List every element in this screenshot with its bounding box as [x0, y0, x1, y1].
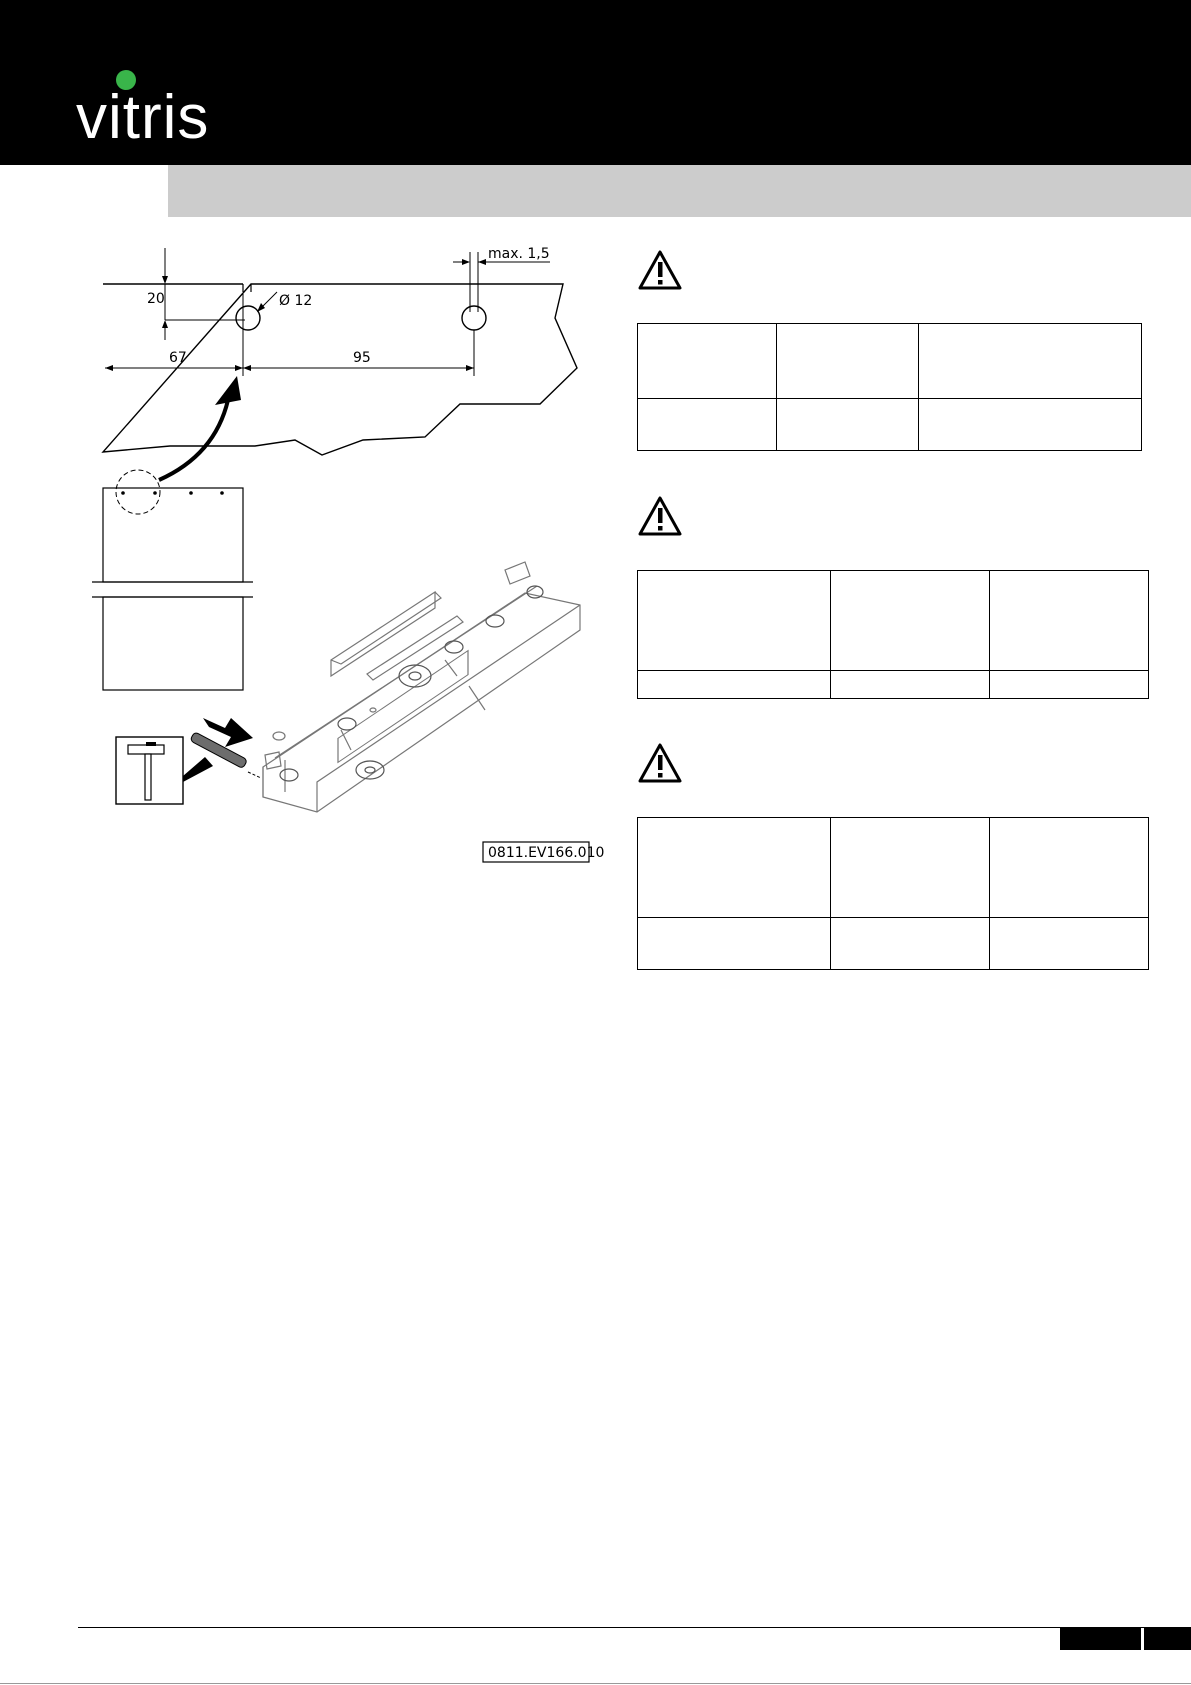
title-band: [168, 165, 1191, 217]
spec-table-2: [637, 570, 1149, 699]
footer-page-block: [1060, 1628, 1141, 1650]
hammer-icon: [116, 737, 183, 804]
page-bottom-edge: [0, 1683, 1191, 1684]
table-row: [638, 399, 1142, 451]
door-lower: [103, 597, 243, 690]
table-row: [638, 918, 1149, 970]
table-row: [638, 571, 1149, 671]
dim-95: 95: [353, 350, 371, 366]
reference-code: 0811.EV166.010: [488, 845, 605, 861]
vitris-logo: [76, 62, 276, 142]
technical-drawing: [85, 240, 605, 870]
dim-diameter: Ø 12: [279, 293, 313, 309]
warning-triangle-icon: [638, 496, 682, 536]
hole-1: [236, 306, 260, 330]
footer-rule: [78, 1627, 1191, 1628]
table-row: [638, 818, 1149, 918]
table-row: [638, 671, 1149, 699]
warning-triangle-icon: [638, 743, 682, 783]
hardware-body: [263, 562, 580, 812]
header-band: [0, 0, 1191, 165]
spec-table-1: [637, 323, 1142, 451]
warning-triangle-icon: [638, 250, 682, 290]
dim-67: 67: [169, 350, 187, 366]
footer-page-number-block: [1144, 1628, 1191, 1650]
dim-max-gap: max. 1,5: [488, 246, 550, 262]
spec-table-3: [637, 817, 1149, 970]
table-row: [638, 324, 1142, 399]
door-upper: [103, 488, 243, 582]
panel-detail-outline: [103, 284, 577, 455]
dim-20: 20: [147, 291, 165, 307]
hole-2: [462, 306, 486, 330]
brand-text: vitris: [76, 83, 210, 142]
